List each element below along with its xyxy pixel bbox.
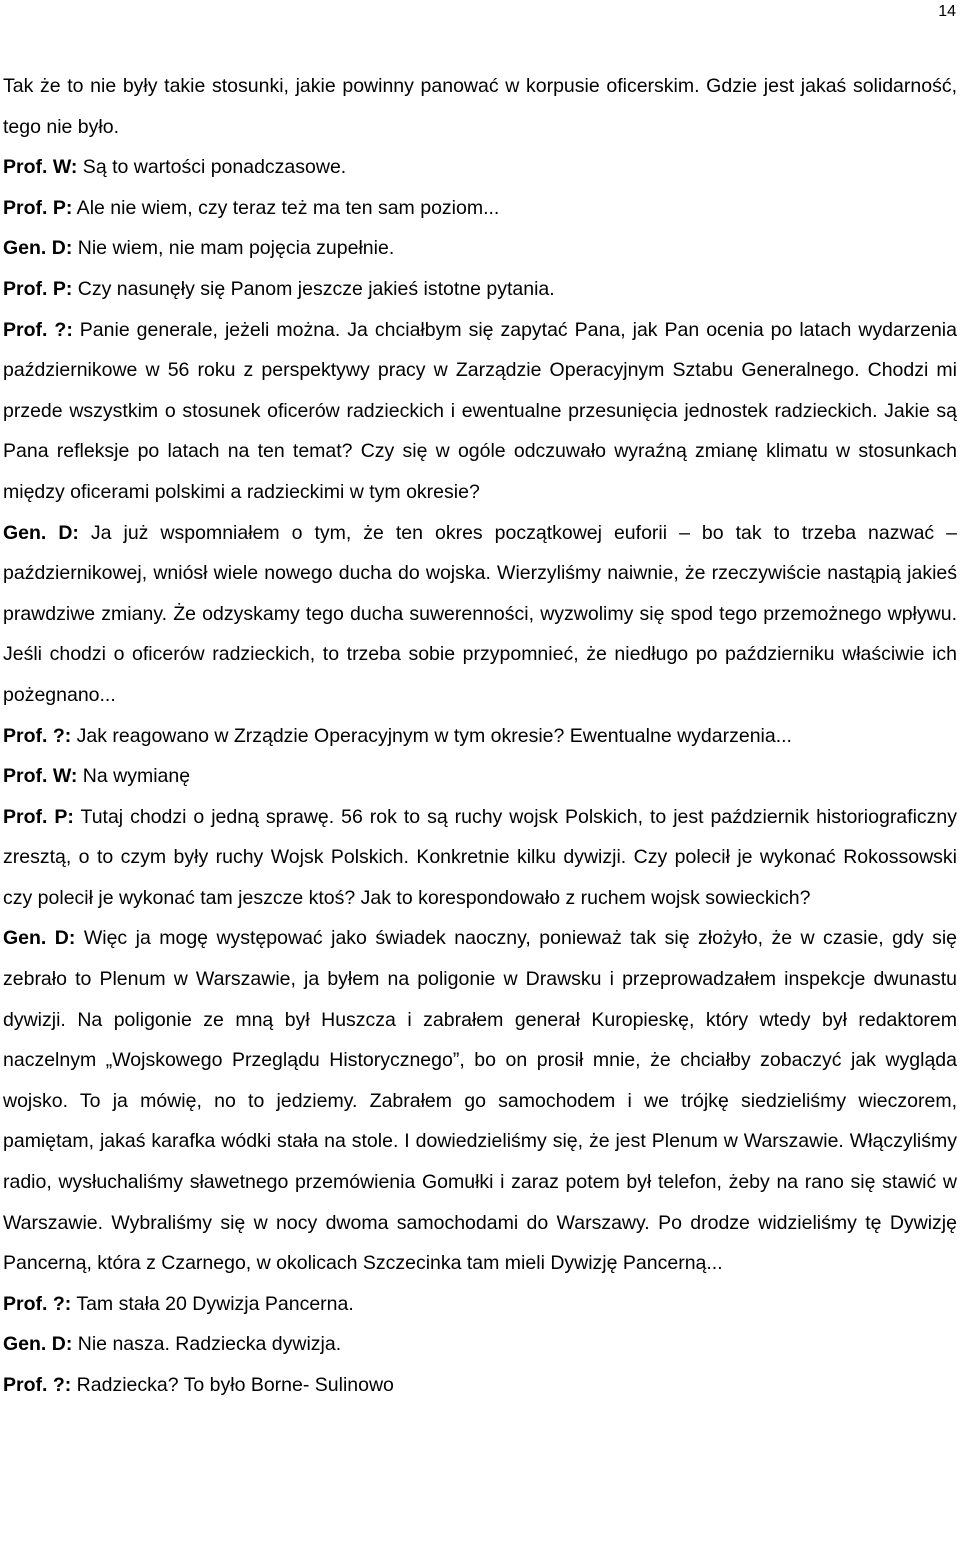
paragraph: [3, 228, 957, 269]
paragraph-text: Jak reagowano w Zrządzie Operacyjnym w tym okresie? Ewentualne wydarzenia...: [71, 724, 792, 747]
paragraph-text: Tak że to nie były takie stosunki, jakie powinny panować w korpusie oficerskim. Gdzie jest jakaś solidarność, tego nie było.: [3, 75, 957, 138]
paragraph-text: Ja już wspomniałem o tym, że ten okres początkowej euforii – bo tak to trzeba nazwać – październikowej, wniósł wiele nowego ducha do wojska. Wierzyliśmy naiwnie, że rzeczywiście nastąpią jakieś prawdziwe zmiany. Że odzyskamy tego ducha suwerenności, wyzwolimy się spod tego przemożnego wpływu. Jeśli chodzi o oficerów radzieckich, to trzeba sobie przypomnieć, że niedługo po październiku właściwie ich pożegnano...: [3, 521, 957, 706]
speaker-label: Prof. P:: [3, 805, 74, 828]
speaker-label: Gen. D:: [3, 927, 76, 950]
paragraph: [3, 513, 957, 716]
paragraph-text: Więc ja mogę występować jako świadek naoczny, ponieważ tak się złożyło, że w czasie, gdy się zebrało to Plenum w Warszawie, ja byłem na poligonie w Drawsku i przeprowadzałem inspekcje dwunastu dywizji. Na poligonie ze mną był Huszcza i zabrałem generał Kuropieskę, który wtedy był redaktorem naczelnym „Wojskowego Przeglądu Historycznego”, bo on prosił mnie, że chciałby zobaczyć jak wygląda wojsko. To ja mówię, no to jedziemy. Zabrałem go samochodem i we trójkę siedzieliśmy wieczorem, pamiętam, jakaś karafka wódki stała na stole. I dowiedzieliśmy się, że jest Plenum w Warszawie. Włączyliśmy radio, wysłuchaliśmy sławetnego przemówienia Gomułki i zaraz potem był telefon, żeby na rano się stawić w Warszawie. Wybraliśmy się w nocy dwoma samochodami do Warszawy. Po drodze widzieliśmy tę Dywizję Pancerną, która z Czarnego, w okolicach Szczecinka tam mieli Dywizję Pancerną...: [3, 927, 957, 1275]
paragraph: [3, 1324, 957, 1365]
paragraph: [3, 1365, 957, 1406]
paragraph: [3, 66, 957, 147]
paragraph-text: Na wymianę: [77, 765, 191, 788]
paragraph-text: Nie wiem, nie mam pojęcia zupełnie.: [72, 237, 395, 260]
paragraph-text: Ale nie wiem, czy teraz też ma ten sam poziom...: [72, 196, 500, 219]
paragraph: [3, 1284, 957, 1325]
speaker-label: Prof. W:: [3, 156, 78, 179]
paragraph: [3, 716, 957, 757]
speaker-label: Prof. ?:: [3, 1374, 72, 1396]
paragraph: [3, 269, 957, 310]
paragraph-text: Nie nasza. Radziecka dywizja.: [72, 1333, 342, 1356]
paragraph: [3, 756, 957, 797]
paragraph-text: Tutaj chodzi o jedną sprawę. 56 rok to są ruchy wojsk Polskich, to jest październik historiograficzny zresztą, o to czym były ruchy Wojsk Polskich. Konkretnie kilku dywizji. Czy polecił je wykonać Rokossowski czy polecił je wykonać tam jeszcze ktoś? Jak to korespondowało z ruchem wojsk sowieckich?: [3, 805, 957, 909]
speaker-label: Prof. ?:: [3, 1292, 72, 1315]
speaker-label: Gen. D:: [3, 237, 73, 260]
paragraph: [3, 918, 957, 1283]
page-number: 14: [938, 3, 956, 20]
speaker-label: Prof. W:: [3, 765, 78, 788]
paragraph-text: Są to wartości ponadczasowe.: [77, 156, 347, 179]
speaker-label: Prof. ?:: [3, 724, 72, 747]
paragraph: [3, 797, 957, 919]
paragraph: [3, 188, 957, 229]
paragraph-text: Panie generale, jeżeli można. Ja chciałbym się zapytać Pana, jak Pan ocenia po latach wydarzenia październikowe w 56 roku z perspektywy pracy w Zarządzie Operacyjnym Sztabu Generalnego. Chodzi mi przede wszystkim o stosunek oficerów radzieckich i ewentualne przesunięcia jednostek radzieckich. Jakie są Pana refleksje po latach na ten temat? Czy się w ogóle odczuwało wyraźną zmianę klimatu w stosunkach między oficerami polskimi a radzieckimi w tym okresie?: [3, 318, 957, 503]
speaker-label: Gen. D:: [3, 521, 79, 544]
paragraph: [3, 147, 957, 188]
speaker-label: Gen. D:: [3, 1333, 73, 1356]
speaker-label: Prof. P:: [3, 196, 73, 219]
speaker-label: Prof. P:: [3, 277, 73, 300]
paragraph-text: Tam stała 20 Dywizja Pancerna.: [71, 1292, 354, 1315]
speaker-label: Prof. ?:: [3, 318, 73, 341]
paragraph-text: Radziecka? To było Borne- Sulinowo: [71, 1374, 394, 1396]
paragraph-text: Czy nasunęły się Panom jeszcze jakieś istotne pytania.: [72, 277, 555, 300]
document-body: [3, 66, 957, 1406]
paragraph: [3, 310, 957, 513]
